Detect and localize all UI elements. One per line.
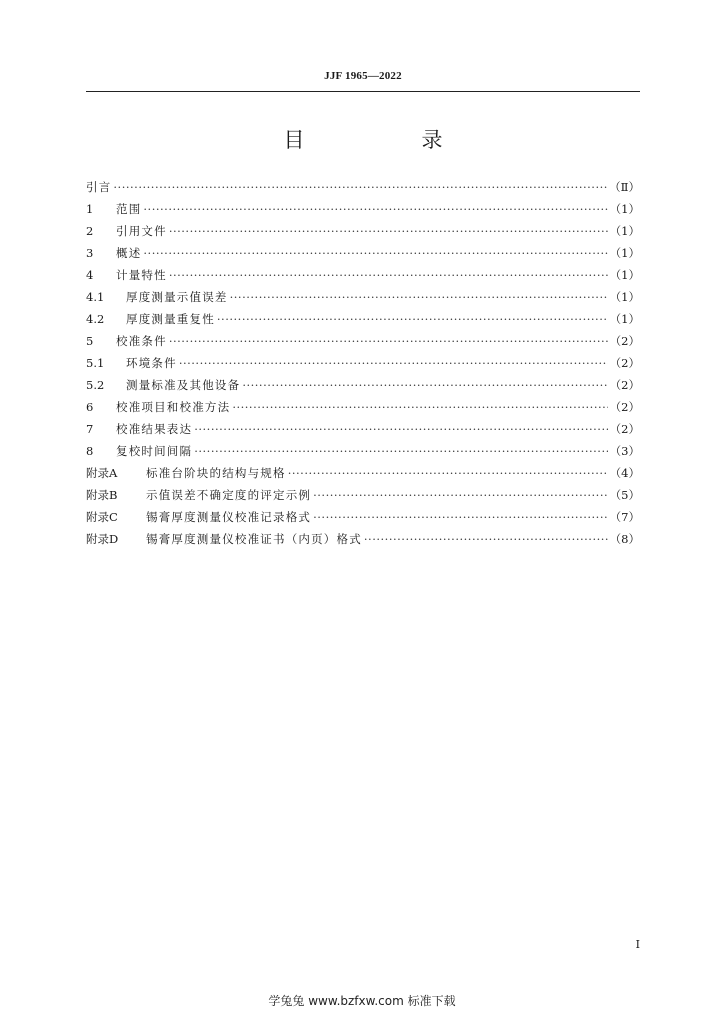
toc-entry-page: （1） — [609, 312, 640, 326]
toc-entry-number: 6 — [86, 400, 94, 414]
toc-dot-leader — [288, 462, 608, 484]
toc-dot-leader — [143, 198, 607, 220]
toc-entry-number: 4 — [86, 268, 94, 282]
toc-entry-number: 5.2 — [86, 378, 105, 392]
toc-entry[interactable] — [86, 396, 640, 418]
toc-entry[interactable] — [86, 308, 640, 330]
toc-entry-label: 测量标准及其他设备 — [126, 378, 241, 392]
toc-entry[interactable] — [86, 462, 640, 484]
toc-entry[interactable] — [86, 286, 640, 308]
toc-entry-page: （1） — [609, 246, 640, 260]
toc-entry-page: （Ⅱ） — [609, 180, 640, 194]
toc-dot-leader — [217, 308, 608, 330]
toc-entry-number: 4.1 — [86, 290, 105, 304]
toc-entry-label: 计量特性 — [116, 268, 167, 282]
toc-dot-leader — [194, 418, 607, 440]
toc-dot-leader — [230, 286, 608, 308]
toc-entry-page: （1） — [609, 202, 640, 216]
toc-entry[interactable] — [86, 330, 640, 352]
toc-entry-label: 校准项目和校准方法 — [116, 400, 231, 414]
toc-entry-number: 附录D — [86, 532, 119, 546]
toc-dot-leader — [169, 220, 608, 242]
toc-entry-label: 锡膏厚度测量仪校准记录格式 — [146, 510, 312, 524]
toc-entry-page: （2） — [609, 334, 640, 348]
toc-entry-number: 8 — [86, 444, 94, 458]
toc-entry-label: 概述 — [116, 246, 142, 260]
toc-entry-number: 4.2 — [86, 312, 105, 326]
toc-dot-leader — [113, 176, 607, 198]
header-rule — [86, 91, 640, 92]
toc-entry[interactable] — [86, 198, 640, 220]
toc-entry[interactable] — [86, 264, 640, 286]
toc-entry[interactable] — [86, 506, 640, 528]
toc-entry-page: （8） — [609, 532, 640, 546]
document-code-header: JJF 1965—2022 — [324, 70, 402, 82]
table-of-contents — [86, 176, 640, 550]
toc-entry-number: 2 — [86, 224, 94, 238]
toc-entry-label: 环境条件 — [126, 356, 177, 370]
toc-entry-label: 校准条件 — [116, 334, 167, 348]
toc-entry-page: （5） — [609, 488, 640, 502]
toc-entry-label: 厚度测量重复性 — [126, 312, 215, 326]
toc-entry-number: 5.1 — [86, 356, 105, 370]
toc-dot-leader — [143, 242, 607, 264]
toc-entry[interactable] — [86, 418, 640, 440]
toc-dot-leader — [242, 374, 607, 396]
toc-entry-number: 3 — [86, 246, 94, 260]
toc-entry-number: 附录C — [86, 510, 118, 524]
toc-entry-page: （7） — [609, 510, 640, 524]
toc-entry-number: 附录B — [86, 488, 118, 502]
toc-entry-label: 锡膏厚度测量仪校准证书（内页）格式 — [146, 532, 362, 546]
toc-entry-number: 附录A — [86, 466, 118, 480]
toc-entry-page: （2） — [609, 356, 640, 370]
toc-dot-leader — [169, 330, 608, 352]
toc-entry-number: 5 — [86, 334, 94, 348]
toc-entry-label: 引言 — [86, 180, 112, 194]
toc-entry-page: （2） — [609, 422, 640, 436]
toc-entry-page: （1） — [609, 224, 640, 238]
toc-entry-page: （2） — [609, 378, 640, 392]
toc-entry-number: 1 — [86, 202, 94, 216]
toc-dot-leader — [232, 396, 607, 418]
watermark-text: 学兔兔 www.bzfxw.com 标准下载 — [268, 994, 456, 1008]
toc-dot-leader — [313, 506, 608, 528]
toc-entry-page: （4） — [609, 466, 640, 480]
toc-entry-label: 引用文件 — [116, 224, 167, 238]
toc-entry-label: 校准结果表达 — [116, 422, 193, 436]
toc-entry[interactable] — [86, 484, 640, 506]
toc-dot-leader — [179, 352, 608, 374]
toc-entry-label: 示值误差不确定度的评定示例 — [146, 488, 312, 502]
toc-entry-label: 标准台阶块的结构与规格 — [146, 466, 286, 480]
toc-title: 目 录 — [283, 128, 491, 152]
toc-entry[interactable] — [86, 176, 640, 198]
toc-entry[interactable] — [86, 220, 640, 242]
page-number: Ⅰ — [635, 938, 640, 951]
toc-entry-page: （2） — [609, 400, 640, 414]
toc-entry[interactable] — [86, 440, 640, 462]
toc-entry[interactable] — [86, 528, 640, 550]
toc-dot-leader — [364, 528, 608, 550]
toc-dot-leader — [169, 264, 608, 286]
toc-entry-page: （1） — [609, 290, 640, 304]
toc-dot-leader — [194, 440, 607, 462]
toc-entry-page: （3） — [609, 444, 640, 458]
toc-entry[interactable] — [86, 352, 640, 374]
toc-entry-label: 复校时间间隔 — [116, 444, 193, 458]
toc-entry[interactable] — [86, 242, 640, 264]
toc-entry-label: 厚度测量示值误差 — [126, 290, 228, 304]
toc-entry-number: 7 — [86, 422, 94, 436]
toc-entry[interactable] — [86, 374, 640, 396]
toc-entry-label: 范围 — [116, 202, 142, 216]
toc-entry-page: （1） — [609, 268, 640, 282]
toc-dot-leader — [313, 484, 608, 506]
